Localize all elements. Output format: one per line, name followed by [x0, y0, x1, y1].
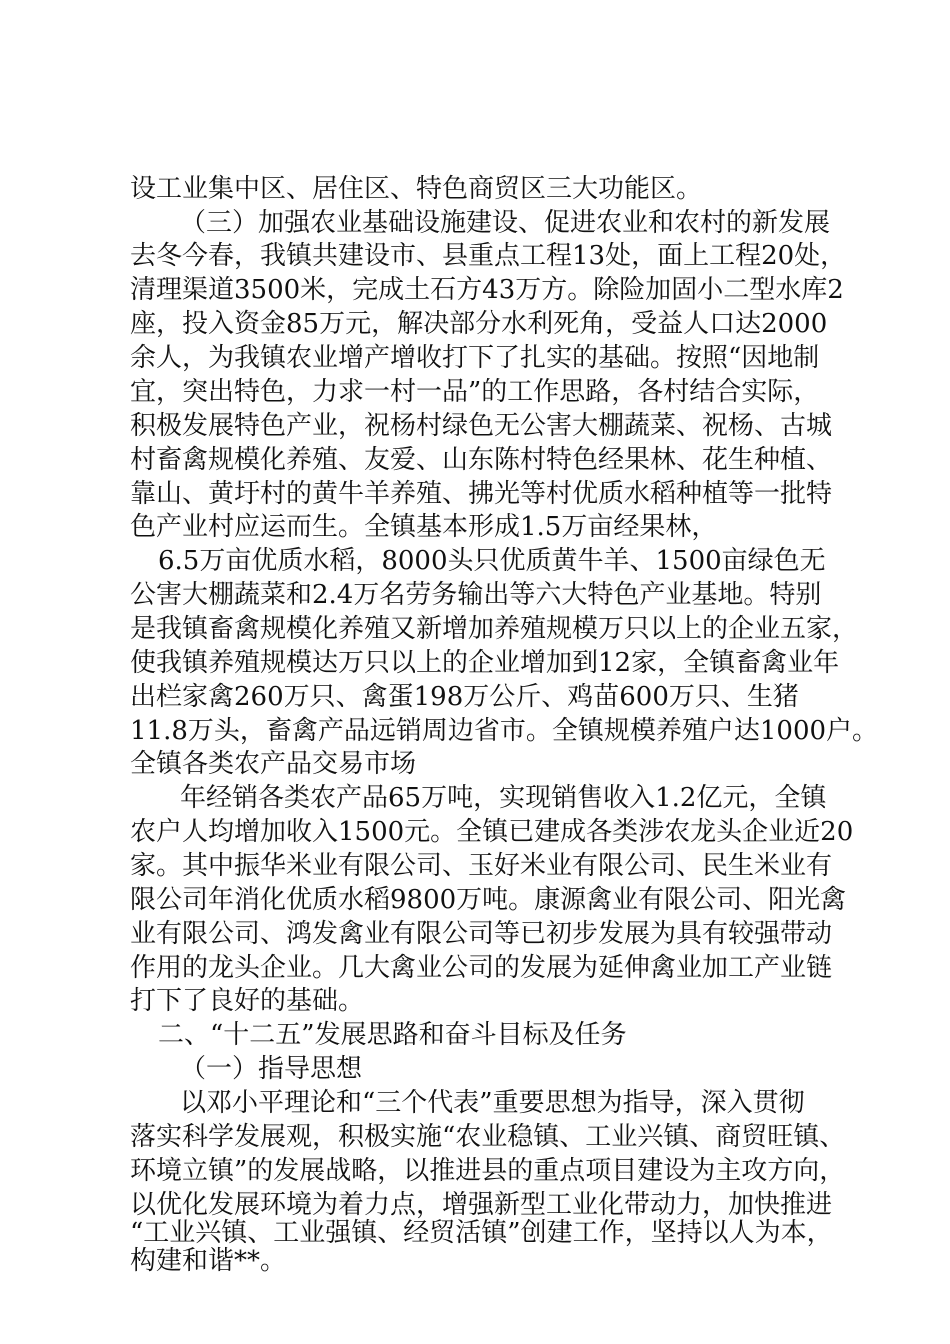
text-line: 作用的龙头企业。几大禽业公司的发展为延伸禽业加工产业链	[130, 953, 833, 983]
text-line: 6.5万亩优质水稻，8000头只优质黄牛羊、1500亩绿色无	[158, 546, 826, 576]
text-line: 落实科学发展观，积极实施“农业稳镇、工业兴镇、商贸旺镇、	[130, 1122, 846, 1152]
section-heading: 二、“十二五”发展思路和奋斗目标及任务	[158, 1020, 627, 1050]
text-line: 色产业村应运而生。全镇基本形成1.5万亩经果林，	[130, 512, 718, 542]
text-line: 余人，为我镇农业增产增收打下了扎实的基础。按照“因地制	[130, 343, 820, 373]
subsection-heading: （一）指导思想	[180, 1054, 363, 1084]
text-line: 靠山、黄圩村的黄牛羊养殖、拂光等村优质水稻种植等一批特	[130, 479, 833, 509]
text-line: 业有限公司、鸿发禽业有限公司等已初步发展为具有较强带动	[130, 919, 833, 949]
text-line: 出栏家禽260万只、禽蛋198万公斤、鸡苗600万只、生猪	[130, 682, 799, 712]
text-line: 去冬今春，我镇共建设市、县重点工程13处，面上工程20处，	[130, 241, 847, 271]
text-line: 设工业集中区、居住区、特色商贸区三大功能区。	[130, 174, 703, 204]
text-line: 公害大棚蔬菜和2.4万名劳务输出等六大特色产业基地。特别	[130, 580, 822, 610]
text-line: 宜，突出特色，力求一村一品”的工作思路，各村结合实际，	[130, 377, 820, 407]
text-line: 环境立镇”的发展战略，以推进县的重点项目建设为主攻方向，	[130, 1156, 846, 1186]
text-line: 年经销各类农产品65万吨，实现销售收入1.2亿元，全镇	[180, 783, 827, 813]
text-line: 以优化发展环境为着力点，增强新型工业化带动力，加快推进	[130, 1190, 833, 1220]
text-line: “工业兴镇、工业强镇、经贸活镇”创建工作，坚持以人为本，	[130, 1218, 833, 1248]
text-line: 使我镇养殖规模达万只以上的企业增加到12家，全镇畜禽业年	[130, 648, 840, 678]
text-line: 限公司年消化优质水稻9800万吨。康源禽业有限公司、阳光禽	[130, 885, 847, 915]
section-heading: （三）加强农业基础设施建设、促进农业和农村的新发展	[180, 208, 831, 238]
text-line: 座，投入资金85万元，解决部分水利死角，受益人口达2000	[130, 309, 828, 339]
text-line: 构建和谐**。	[130, 1246, 287, 1276]
text-line: 11.8万头，畜禽产品远销周边省市。全镇规模养殖户达1000户。	[130, 716, 879, 746]
text-line: 全镇各类农产品交易市场	[130, 749, 417, 779]
text-line: 村畜禽规模化养殖、友爱、山东陈村特色经果林、花生种植、	[130, 445, 833, 475]
text-line: 清理渠道3500米，完成土石方43万方。除险加固小二型水库2	[130, 275, 844, 305]
text-line: 家。其中振华米业有限公司、玉好米业有限公司、民生米业有	[130, 851, 833, 881]
text-line: 积极发展特色产业，祝杨村绿色无公害大棚蔬菜、祝杨、古城	[130, 411, 833, 441]
text-line: 是我镇畜禽规模化养殖又新增加养殖规模万只以上的企业五家，	[130, 614, 859, 644]
text-line: 以邓小平理论和“三个代表”重要思想为指导，深入贯彻	[180, 1088, 805, 1118]
text-line: 农户人均增加收入1500元。全镇已建成各类涉农龙头企业近20	[130, 817, 854, 847]
text-line: 打下了良好的基础。	[130, 986, 365, 1016]
